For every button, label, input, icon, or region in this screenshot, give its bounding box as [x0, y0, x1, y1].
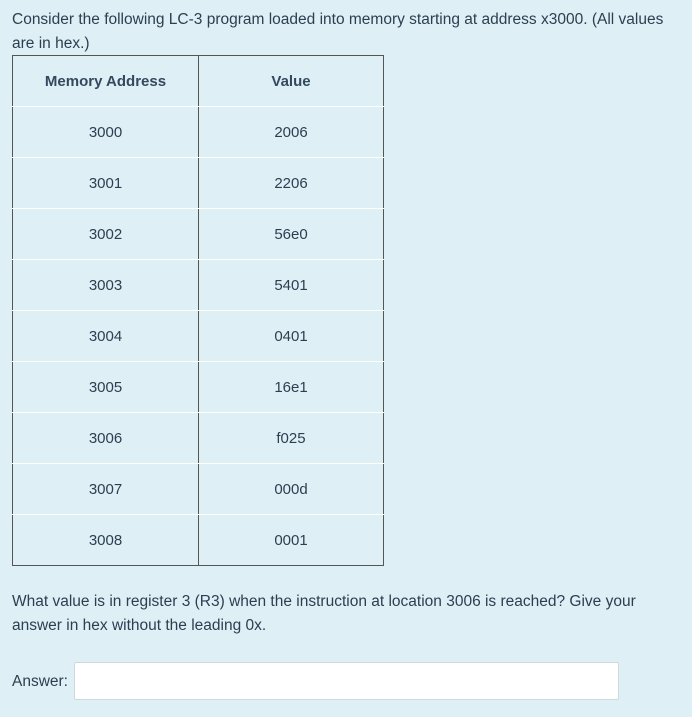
value-cell: 2206	[199, 158, 384, 209]
value-cell: 2006	[199, 107, 384, 158]
table-row	[13, 311, 384, 362]
address-cell: 3000	[13, 107, 199, 158]
value-cell: 5401	[199, 260, 384, 311]
address-cell: 3005	[13, 362, 199, 413]
column-header-value: Value	[199, 56, 384, 107]
column-header-address: Memory Address	[13, 56, 199, 107]
intro-text: Consider the following LC-3 program loaded into memory starting at address x3000. (All values are in hex.)	[12, 11, 664, 52]
value-cell: 0401	[199, 311, 384, 362]
table-row	[13, 209, 384, 260]
value-cell: 000d	[199, 464, 384, 515]
value-cell: 16e1	[199, 362, 384, 413]
memory-table	[12, 55, 384, 566]
address-cell: 3002	[13, 209, 199, 260]
address-cell: 3007	[13, 464, 199, 515]
question-text: What value is in register 3 (R3) when the instruction at location 3006 is reached? Give your answer in hex without the leading 0x.	[12, 593, 636, 634]
address-cell: 3003	[13, 260, 199, 311]
address-cell: 3006	[13, 413, 199, 464]
answer-input[interactable]	[74, 662, 619, 700]
value-cell: 0001	[199, 515, 384, 566]
value-cell: f025	[199, 413, 384, 464]
table-header-row	[13, 56, 384, 107]
address-cell: 3008	[13, 515, 199, 566]
table-row	[13, 515, 384, 566]
table-row	[13, 260, 384, 311]
table-row	[13, 362, 384, 413]
value-cell: 56e0	[199, 209, 384, 260]
table-row	[13, 413, 384, 464]
table-row	[13, 107, 384, 158]
table-row	[13, 158, 384, 209]
address-cell: 3001	[13, 158, 199, 209]
answer-label: Answer:	[12, 673, 68, 690]
table-row	[13, 464, 384, 515]
address-cell: 3004	[13, 311, 199, 362]
